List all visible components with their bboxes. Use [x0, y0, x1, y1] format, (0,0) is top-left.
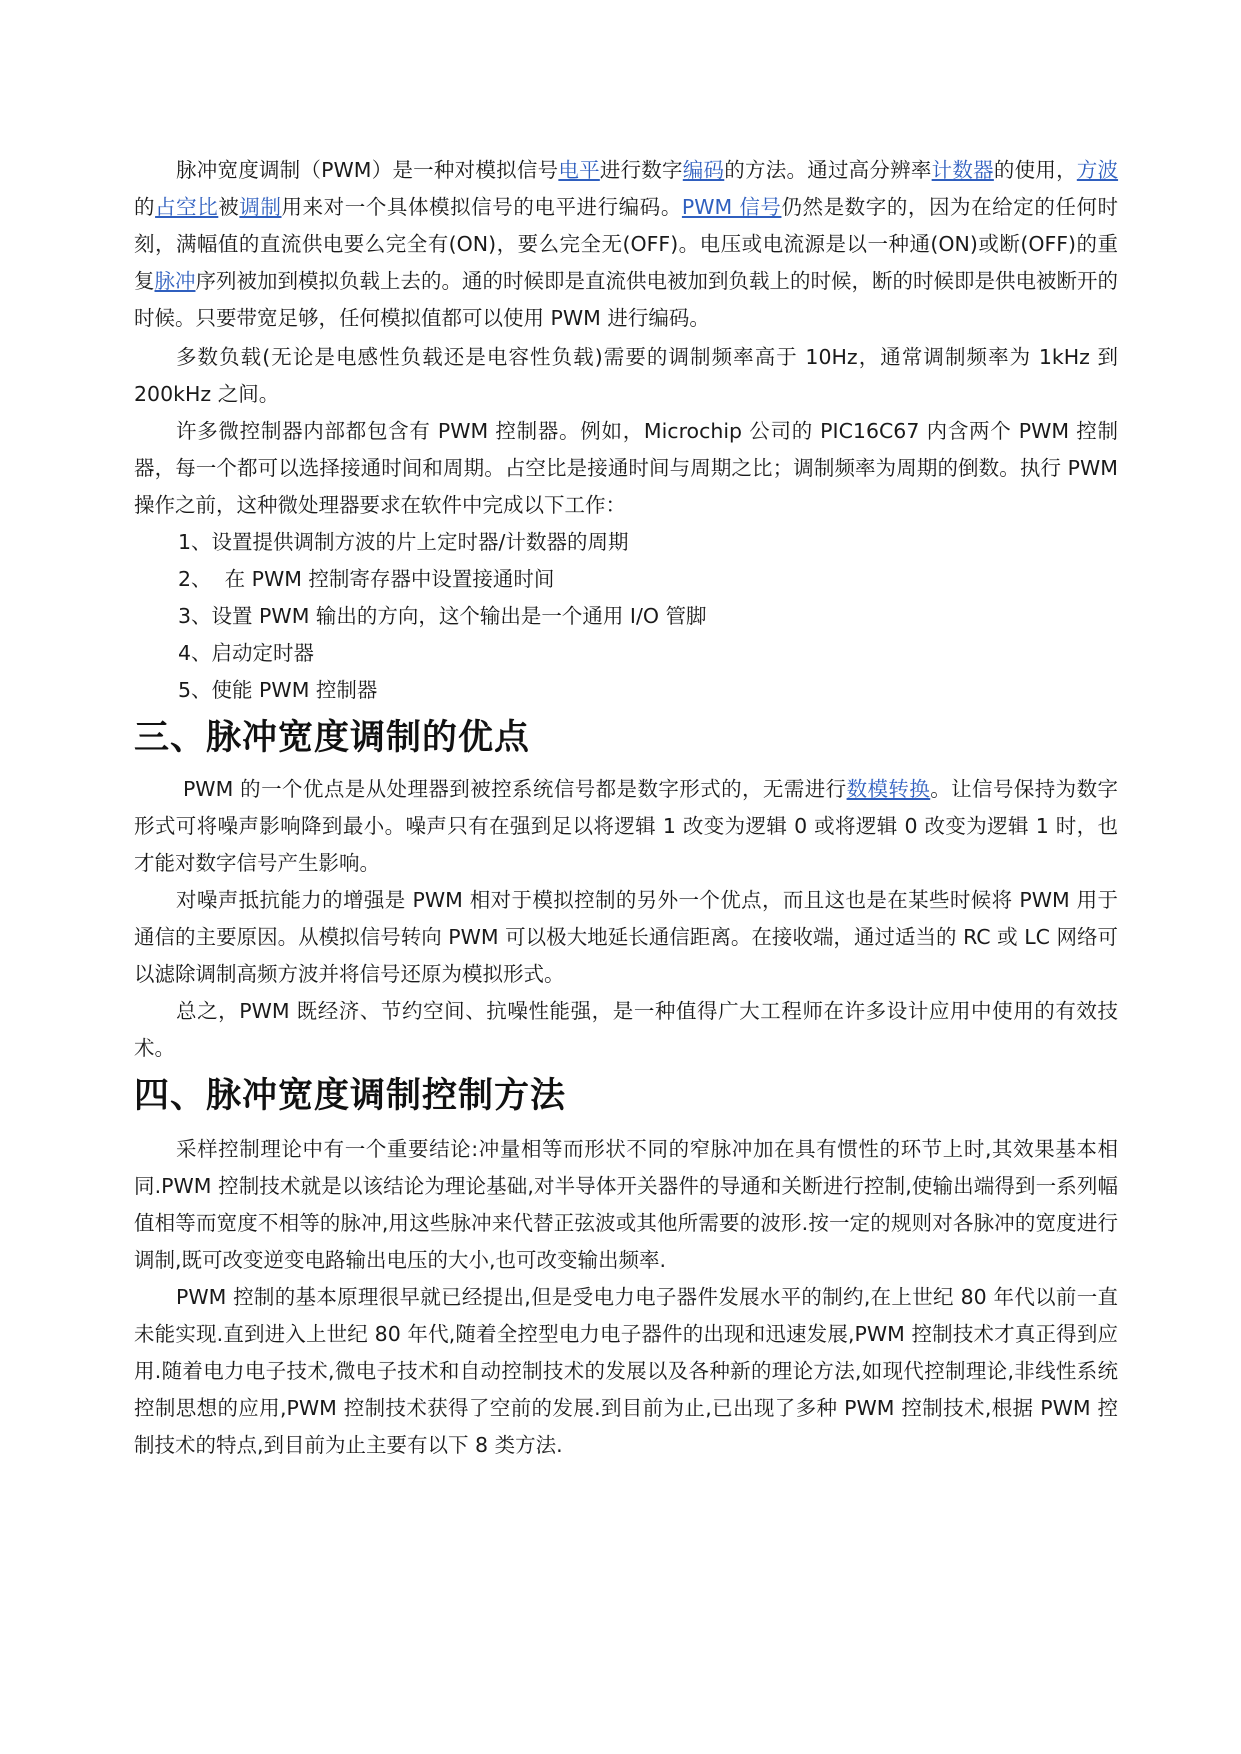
text-run: 用来对一个具体模拟信号的电平进行编码。: [281, 195, 682, 219]
link-bianma[interactable]: 编码: [682, 158, 725, 182]
link-tiaozhi[interactable]: 调制: [239, 195, 282, 219]
text-run: PWM 的一个优点是从处理器到被控系统信号都是数字形式的，无需进行: [176, 777, 847, 801]
text-run: 被: [218, 195, 240, 219]
link-zhankongbi[interactable]: 占空比: [155, 195, 219, 219]
text-run: 的方法。通过高分辨率: [724, 158, 932, 182]
list-item: 3、设置 PWM 输出的方向，这个输出是一个通用 I/O 管脚: [178, 604, 707, 628]
link-dianping[interactable]: 电平: [558, 158, 600, 182]
section-heading-control-methods: 四、脉冲宽度调制控制方法: [134, 1075, 567, 1116]
text-run: 仍然是数字的，因为在给定的任何时刻，满幅值的直流供电要么完全有(ON)，要么完全无(OFF)。电压或电流源是以一种通(ON)或断(OFF)的重复: [134, 195, 1119, 293]
list-item: 5、使能 PWM 控制器: [178, 678, 378, 702]
advantages-paragraph-1: [134, 771, 1118, 882]
methods-paragraph-2: PWM 控制的基本原理很早就已经提出,但是受电力电子器件发展水平的制约,在上世纪 80 年代以前一直未能实现.直到进入上世纪 80 年代,随着全控型电力电子器件的出现和迅速发展,PWM 控制技术才真正得到应用.随着电力电子技术,微电子技术和自动控制技术的发展以及各种新的理论方法,如现代控制理论,非线性系统控制思想的应用,PWM 控制技术获得了空前的发展.到目前为止,已出现了多种 PWM 控制技术,根据 PWM 控制技术的特点,到目前为止主要有以下 8 类方法.: [134, 1285, 1118, 1457]
text-run: 的: [134, 195, 156, 219]
link-maichong[interactable]: 脉冲: [154, 269, 196, 293]
intro-paragraph-2: 多数负载(无论是电感性负载还是电容性负载)需要的调制频率高于 10Hz，通常调制频率为 1kHz 到 200kHz 之间。: [134, 345, 1118, 406]
text-run: 进行数字: [599, 158, 683, 182]
link-pwm-signal[interactable]: PWM 信号: [681, 195, 782, 219]
list-item: 4、启动定时器: [178, 641, 315, 665]
link-shumozhuanhuan[interactable]: 数模转换: [846, 777, 931, 801]
text-run: 的使用，: [993, 158, 1077, 182]
advantages-paragraph-2: 对噪声抵抗能力的增强是 PWM 相对于模拟控制的另外一个优点，而且这也是在某些时候将 PWM 用于通信的主要原因。从模拟信号转向 PWM 可以极大地延长通信距离。在接收端，通过适当的 RC 或 LC 网络可以滤除调制高频方波并将信号还原为模拟形式。: [134, 888, 1118, 986]
document-page: [134, 152, 1118, 1464]
list-item: 1、设置提供调制方波的片上定时器/计数器的周期: [178, 530, 629, 554]
list-item: 2、 在 PWM 控制寄存器中设置接通时间: [178, 567, 555, 591]
link-fangbo[interactable]: 方波: [1076, 158, 1119, 182]
link-jishuqi[interactable]: 计数器: [931, 158, 994, 182]
section-heading-advantages: 三、脉冲宽度调制的优点: [134, 717, 531, 758]
intro-paragraph-3: 许多微控制器内部都包含有 PWM 控制器。例如，Microchip 公司的 PIC16C67 内含两个 PWM 控制器，每一个都可以选择接通时间和周期。占空比是接通时间与周期之比；调制频率为周期的倒数。执行 PWM 操作之前，这种微处理器要求在软件中完成以下工作：: [134, 419, 1118, 517]
text-run: 脉冲宽度调制（PWM）是一种对模拟信号: [176, 158, 559, 182]
intro-paragraph-1: [134, 152, 1118, 337]
text-run: 。让信号保持为数字形式可将噪声影响降到最小。噪声只有在强到足以将逻辑 1 改变为逻辑 0 或将逻辑 0 改变为逻辑 1 时，也才能对数字信号产生影响。: [134, 777, 1118, 875]
methods-paragraph-1: 采样控制理论中有一个重要结论:冲量相等而形状不同的窄脉冲加在具有惯性的环节上时,其效果基本相同.PWM 控制技术就是以该结论为理论基础,对半导体开关器件的导通和关断进行控制,使输出端得到一系列幅值相等而宽度不相等的脉冲,用这些脉冲来代替正弦波或其他所需要的波形.按一定的规则对各脉冲的宽度进行调制,既可改变逆变电路输出电压的大小,也可改变输出频率.: [134, 1137, 1118, 1272]
text-run: 序列被加到模拟负载上去的。通的时候即是直流供电被加到负载上的时候，断的时候即是供电被断开的时候。只要带宽足够，任何模拟值都可以使用 PWM 进行编码。: [134, 269, 1118, 330]
advantages-paragraph-3: 总之，PWM 既经济、节约空间、抗噪性能强，是一种值得广大工程师在许多设计应用中使用的有效技术。: [134, 999, 1118, 1060]
